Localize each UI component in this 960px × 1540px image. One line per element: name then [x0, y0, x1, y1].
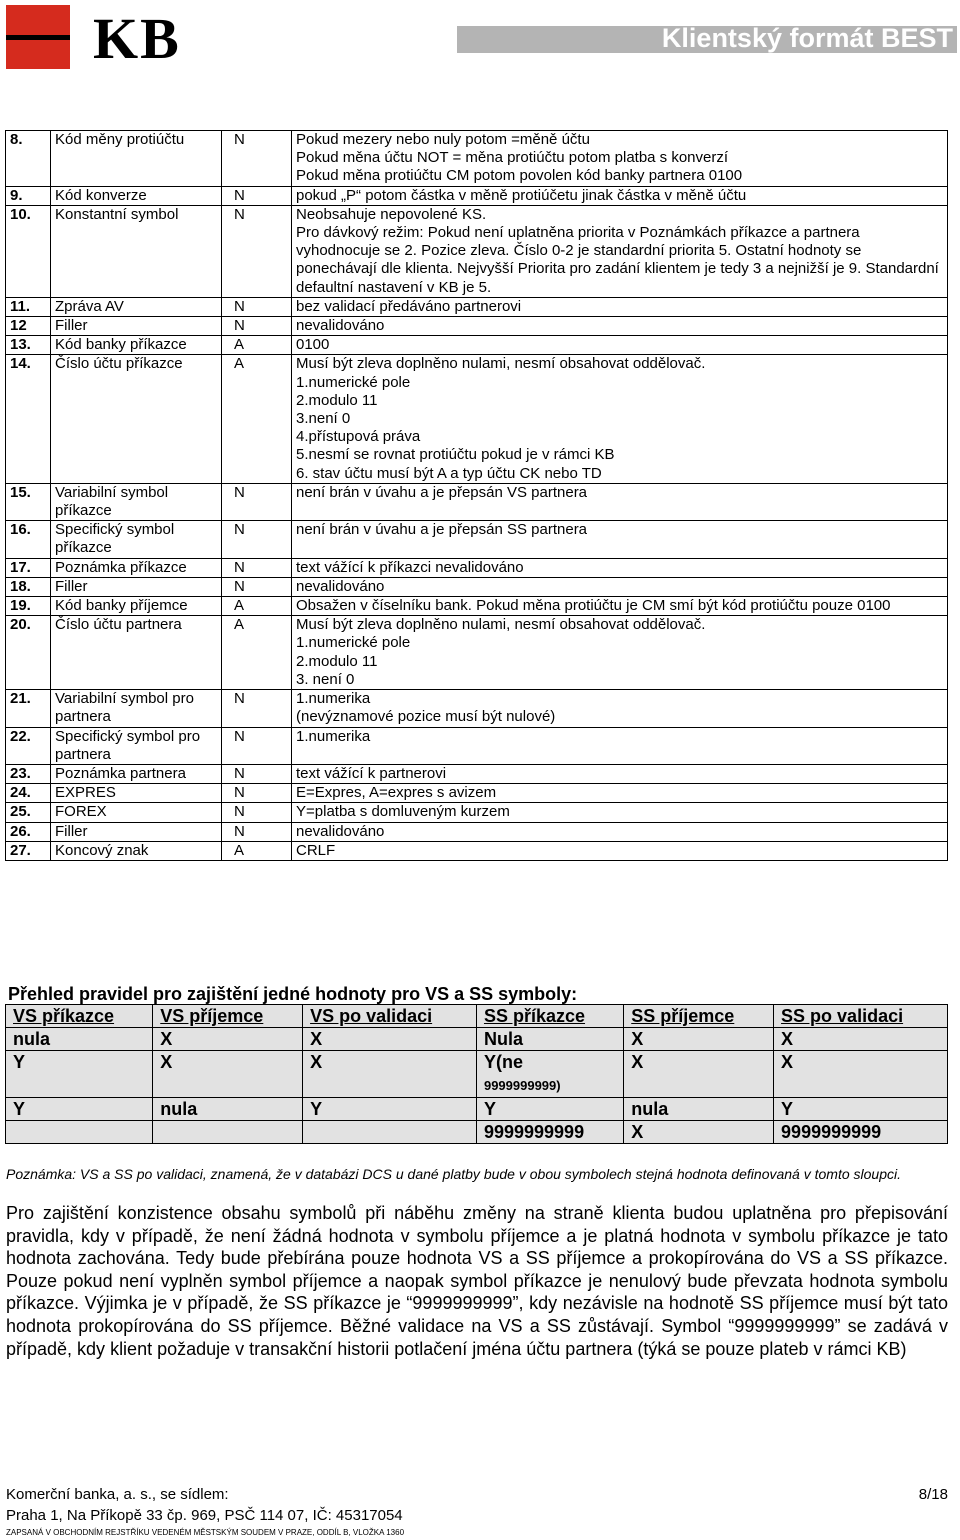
field-type: N: [222, 483, 292, 520]
rules-header-cell: SS příkazce: [476, 1005, 623, 1028]
kb-logo-text: KB: [93, 6, 181, 71]
field-number: 17.: [6, 558, 51, 577]
field-name: Filler: [51, 822, 222, 841]
field-name: Číslo účtu příkazce: [51, 355, 222, 483]
field-number: 21.: [6, 690, 51, 727]
field-row: [6, 577, 948, 596]
field-type: A: [222, 841, 292, 860]
field-number: 24.: [6, 784, 51, 803]
field-description: text vážící k partnerovi: [292, 764, 948, 783]
rules-cell: nula: [153, 1098, 303, 1121]
rules-cell: Y: [6, 1098, 153, 1121]
document-title: Klientský formát BEST: [661, 23, 953, 53]
rules-cell: 9999999999: [476, 1121, 623, 1144]
field-number: 14.: [6, 355, 51, 483]
field-type: N: [222, 521, 292, 558]
field-description: Pokud mezery nebo nuly potom =měně účtu Pokud měna účtu NOT = měna protiúčtu potom platba s konverzí Pokud měna protiúčtu CM potom povolen kód banky partnera 0100: [292, 131, 948, 187]
field-row: [6, 727, 948, 764]
field-row: [6, 822, 948, 841]
rules-cell: Nula: [476, 1028, 623, 1051]
field-number: 15.: [6, 483, 51, 520]
field-name: Variabilní symbol pro partnera: [51, 690, 222, 727]
field-description: nevalidováno: [292, 577, 948, 596]
field-number: 25.: [6, 803, 51, 822]
rules-cell: nula: [6, 1028, 153, 1051]
field-type: N: [222, 803, 292, 822]
field-name: Poznámka partnera: [51, 764, 222, 783]
field-row: [6, 764, 948, 783]
field-name: Kód konverze: [51, 186, 222, 205]
field-row: [6, 784, 948, 803]
field-type: N: [222, 131, 292, 187]
field-description: CRLF: [292, 841, 948, 860]
field-number: 19.: [6, 597, 51, 616]
field-description: Musí být zleva doplněno nulami, nesmí obsahovat oddělovač. 1.numerické pole 2.modulo 11 3. není 0: [292, 616, 948, 690]
field-description: pokud „P“ potom částka v měně protiúčetu jinak částka v měně účtu: [292, 186, 948, 205]
field-row: [6, 841, 948, 860]
rules-cell: X: [774, 1028, 948, 1051]
field-name: Specifický symbol příkazce: [51, 521, 222, 558]
field-row: [6, 483, 948, 520]
field-type: A: [222, 336, 292, 355]
kb-logo-mark: [6, 5, 70, 69]
field-type: N: [222, 317, 292, 336]
field-row: [6, 558, 948, 577]
rules-cell: Y: [6, 1051, 153, 1098]
rules-row: [6, 1028, 948, 1051]
field-type: N: [222, 558, 292, 577]
rules-cell: X: [153, 1051, 303, 1098]
field-name: Koncový znak: [51, 841, 222, 860]
rules-cell: [476, 1051, 623, 1098]
rules-cell: Y: [774, 1098, 948, 1121]
field-row: [6, 317, 948, 336]
field-number: 22.: [6, 727, 51, 764]
field-description: 0100: [292, 336, 948, 355]
field-type: N: [222, 577, 292, 596]
field-description: bez validací předáváno partnerovi: [292, 297, 948, 316]
field-number: 26.: [6, 822, 51, 841]
rules-header-cell: VS příjemce: [153, 1005, 303, 1028]
field-type: N: [222, 764, 292, 783]
rules-header-cell: VS po validaci: [303, 1005, 477, 1028]
field-name: Číslo účtu partnera: [51, 616, 222, 690]
note: Poznámka: VS a SS po validaci, znamená, že v databázi DCS u dané platby bude v obou symbolech stejná hodnota definovaná v tomto sloupci.: [6, 1166, 901, 1182]
field-row: [6, 297, 948, 316]
field-number: 12: [6, 317, 51, 336]
field-name: EXPRES: [51, 784, 222, 803]
field-name: Zpráva AV: [51, 297, 222, 316]
field-description: Y=platba s domluveným kurzem: [292, 803, 948, 822]
field-row: [6, 803, 948, 822]
rules-cell: Y: [303, 1098, 477, 1121]
rules-cell: 9999999999: [774, 1121, 948, 1144]
field-number: 16.: [6, 521, 51, 558]
footer-company: Komerční banka, a. s., se sídlem:: [6, 1486, 229, 1503]
rules-cell: Y: [476, 1098, 623, 1121]
field-number: 20.: [6, 616, 51, 690]
field-row: [6, 597, 948, 616]
rules-header-cell: SS příjemce: [624, 1005, 774, 1028]
page-number: 8/18: [918, 1486, 948, 1503]
field-number: 18.: [6, 577, 51, 596]
rules-header-cell: SS po validaci: [774, 1005, 948, 1028]
rules-cell-part: Y(ne: [483, 1052, 523, 1072]
field-type: A: [222, 355, 292, 483]
field-name: Specifický symbol pro partnera: [51, 727, 222, 764]
field-type: N: [222, 822, 292, 841]
field-number: 23.: [6, 764, 51, 783]
field-number: 11.: [6, 297, 51, 316]
rules-cell: [303, 1121, 477, 1144]
field-name: FOREX: [51, 803, 222, 822]
field-type: N: [222, 727, 292, 764]
field-description: text vážící k příkazci nevalidováno: [292, 558, 948, 577]
field-description: Neobsahuje nepovolené KS. Pro dávkový režim: Pokud není uplatněna priorita v Poznámkách příkazce a partnera vyhodnocuje se 2. Pozice zleva. Číslo 0-2 je standardní priorita 5. Ostatní hodnoty se ponechávají dle klienta. Nejvyšší Priorita pro zadání klientem je tedy 3 a nejnižší je 9. Standardní defaultní nastavení v KB je 5.: [292, 205, 948, 297]
rules-cell: nula: [624, 1098, 774, 1121]
field-name: Kód banky příjemce: [51, 597, 222, 616]
field-type: N: [222, 297, 292, 316]
field-row: [6, 131, 948, 187]
field-spec-table: [5, 130, 948, 861]
rules-row: [6, 1121, 948, 1144]
field-name: Filler: [51, 577, 222, 596]
field-description: nevalidováno: [292, 317, 948, 336]
field-name: Variabilní symbol příkazce: [51, 483, 222, 520]
field-description: nevalidováno: [292, 822, 948, 841]
vs-ss-rules-table: [5, 1004, 948, 1144]
field-type: N: [222, 690, 292, 727]
rules-cell: X: [774, 1051, 948, 1098]
field-description: Musí být zleva doplněno nulami, nesmí obsahovat oddělovač. 1.numerické pole 2.modulo 11 3.není 0 4.přístupová práva 5.nesmí se rovnat protiúčtu pokud je v rámci KB 6. stav účtu musí být A a typ účtu CK nebo TD: [292, 355, 948, 483]
field-description: E=Expres, A=expres s avizem: [292, 784, 948, 803]
field-description: Obsažen v číselníku bank. Pokud měna protiúčtu je CM smí být kód protiúčtu pouze 0100: [292, 597, 948, 616]
field-type: N: [222, 784, 292, 803]
field-row: [6, 521, 948, 558]
field-type: N: [222, 186, 292, 205]
field-row: [6, 336, 948, 355]
rules-cell: X: [153, 1028, 303, 1051]
field-name: Filler: [51, 317, 222, 336]
field-number: 13.: [6, 336, 51, 355]
field-description: není brán v úvahu a je přepsán SS partnera: [292, 521, 948, 558]
field-name: Kód banky příkazce: [51, 336, 222, 355]
field-description: 1.numerika (nevýznamové pozice musí být nulové): [292, 690, 948, 727]
footer-address: Praha 1, Na Příkopě 33 čp. 969, PSČ 114 07, IČ: 45317054: [6, 1507, 403, 1524]
field-number: 9.: [6, 186, 51, 205]
rules-row: [6, 1051, 948, 1098]
footer-registry: ZAPSANÁ V OBCHODNÍM REJSTŘÍKU VEDENÉM MĚSTSKÝM SOUDEM V PRAZE, ODDÍL B, VLOŽKA 1360: [6, 1528, 405, 1537]
field-type: N: [222, 205, 292, 297]
rules-cell: X: [303, 1028, 477, 1051]
rules-header-row: [6, 1005, 948, 1028]
field-row: [6, 690, 948, 727]
body-paragraph: Pro zajištění konzistence obsahu symbolů při náběhu změny na straně klienta budou uplatněna pro přepisování pravidla, kdy v případě, že není žádná hodnota v symbolu příjemce a je platná hodnota v symbolu příkazce je tato hodnota zachována. Tedy bude přebírána pouze hodnota VS a SS příjemce a prokopírována do VS a SS příkazce. Pouze pokud není vyplněn symbol příjemce a naopak symbol příkazce je nenulový bude převzata hodnota symbolu příkazce. Výjimka je v případě, že SS příkazce je “9999999999”, kdy nezávisle na hodnotě SS příjemce musí být tato hodnota prokopírována do SS příjemce. Běžné validace na VS a SS zůstávají. Symbol “9999999999” se zadává v případě, kdy klient požaduje v transakční historii potlačení jména účtu partnera (týká se pouze plateb v rámci KB): [6, 1203, 948, 1359]
field-name: Kód měny protiúčtu: [51, 131, 222, 187]
rules-heading: Přehled pravidel pro zajištění jedné hodnoty pro VS a SS symboly:: [8, 984, 578, 1004]
field-number: 10.: [6, 205, 51, 297]
rules-cell: X: [624, 1051, 774, 1098]
rules-row: [6, 1098, 948, 1121]
field-row: [6, 616, 948, 690]
field-type: A: [222, 597, 292, 616]
field-type: A: [222, 616, 292, 690]
rules-header-cell: VS příkazce: [6, 1005, 153, 1028]
document-header-bar: [457, 23, 957, 53]
field-row: [6, 205, 948, 297]
field-row: [6, 355, 948, 483]
field-number: 8.: [6, 131, 51, 187]
rules-cell: [6, 1121, 153, 1144]
field-name: Konstantní symbol: [51, 205, 222, 297]
field-number: 27.: [6, 841, 51, 860]
rules-cell-part: 9999999999): [483, 1078, 561, 1093]
field-description: není brán v úvahu a je přepsán VS partnera: [292, 483, 948, 520]
field-description: 1.numerika: [292, 727, 948, 764]
rules-cell: [153, 1121, 303, 1144]
field-name: Poznámka příkazce: [51, 558, 222, 577]
field-row: [6, 186, 948, 205]
rules-cell: X: [303, 1051, 477, 1098]
rules-cell: X: [624, 1028, 774, 1051]
rules-cell: X: [624, 1121, 774, 1144]
logo-bar: [6, 35, 70, 40]
